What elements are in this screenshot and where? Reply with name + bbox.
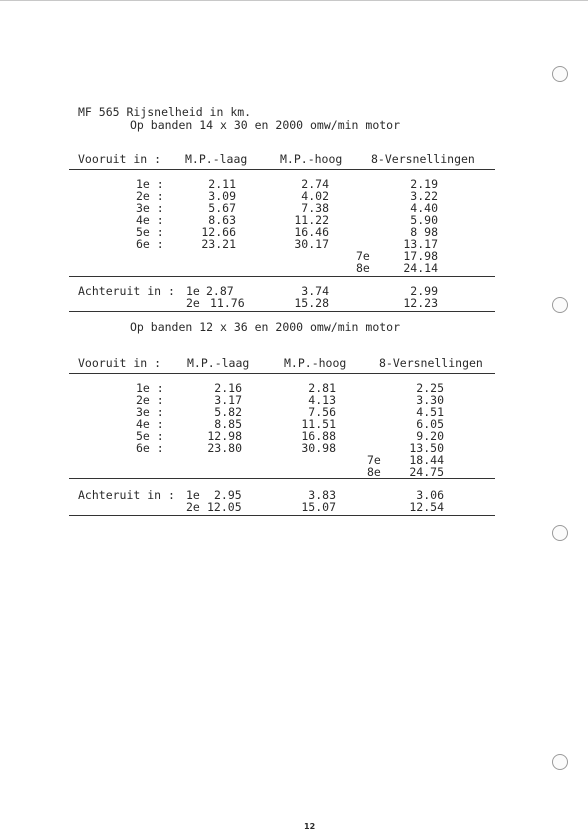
- table2-hoog-2: 4.13: [308, 393, 336, 407]
- table2-header-rule: [69, 373, 495, 374]
- table2-reverse-versn-1: 3.06: [416, 488, 444, 502]
- table1-versn-1: 2.19: [410, 177, 438, 191]
- table2-reverse-hoog-1: 3.83: [308, 488, 336, 502]
- table1-gear-6: 6e :: [136, 237, 164, 251]
- table2-mid-rule: [69, 478, 495, 479]
- table2-laag-3: 5.82: [214, 405, 242, 419]
- table1-hoog-1: 2.74: [301, 177, 329, 191]
- table2-hoog-5: 16.88: [301, 429, 336, 443]
- table1-laag-5: 12.66: [201, 225, 236, 239]
- table2-laag-4: 8.85: [214, 417, 242, 431]
- table1-gear-3: 3e :: [136, 201, 164, 215]
- table2-gear-5: 5e :: [136, 429, 164, 443]
- table2-gear-7: 7e: [367, 453, 381, 467]
- table2-versn-5: 9.20: [416, 429, 444, 443]
- table2-laag-1: 2.16: [214, 381, 242, 395]
- table1-reverse-gear-1: 1e: [186, 284, 200, 298]
- table1-reverse-gear-2: 2e: [186, 296, 200, 310]
- table1-reverse-hoog-2: 15.28: [294, 296, 329, 310]
- table1-versn-7: 17.98: [403, 249, 438, 263]
- table2-gear-1: 1e :: [136, 381, 164, 395]
- table2-reverse-gear-2: 2e: [186, 500, 200, 514]
- table1-reverse-versn-1: 2.99: [410, 284, 438, 298]
- table1-laag-4: 8.63: [208, 213, 236, 227]
- table1-hoog-4: 11.22: [294, 213, 329, 227]
- table2-hoog-1: 2.81: [308, 381, 336, 395]
- binder-hole-icon: [552, 297, 568, 313]
- table2-versn-4: 6.05: [416, 417, 444, 431]
- table2-gear-4: 4e :: [136, 417, 164, 431]
- table1-hoog-6: 30.17: [294, 237, 329, 251]
- table1-reverse-hoog-1: 3.74: [301, 284, 329, 298]
- table1-gear-2: 2e :: [136, 189, 164, 203]
- table2-laag-6: 23.80: [207, 441, 242, 455]
- table1-hoog-3: 7.38: [301, 201, 329, 215]
- document-title: MF 565 Rijsnelheid in km.: [78, 105, 252, 119]
- table2-reverse-versn-2: 12.54: [409, 500, 444, 514]
- table1-reverse-versn-2: 12.23: [403, 296, 438, 310]
- table1-bottom-rule: [69, 311, 495, 312]
- table2-gear-3: 3e :: [136, 405, 164, 419]
- table2-header-vooruit: Vooruit in :: [78, 356, 162, 370]
- table2-hoog-3: 7.56: [308, 405, 336, 419]
- table2-header-versnellingen: 8-Versnellingen: [379, 356, 483, 370]
- table1-laag-6: 23.21: [201, 237, 236, 251]
- table2-gear-8: 8e: [367, 465, 381, 479]
- table1-versn-3: 4.40: [410, 201, 438, 215]
- table1-versn-6: 13.17: [403, 237, 438, 251]
- table2-versn-1: 2.25: [416, 381, 444, 395]
- table1-versn-5: 8 98: [410, 225, 438, 239]
- section2-subtitle: Op banden 12 x 36 en 2000 omw/min motor: [130, 320, 401, 334]
- table1-reverse-laag-1: 2.87: [206, 284, 234, 298]
- table1-versn-2: 3.22: [410, 189, 438, 203]
- table1-reverse-laag-2: 11.76: [210, 296, 245, 310]
- table1-hoog-2: 4.02: [301, 189, 329, 203]
- table1-gear-8: 8e: [356, 261, 370, 275]
- table1-header-laag: M.P.-laag: [185, 152, 248, 166]
- table1-mid-rule: [69, 276, 495, 277]
- table2-reverse-laag-1: 2.95: [214, 488, 242, 502]
- table1-gear-4: 4e :: [136, 213, 164, 227]
- table1-header-versnellingen: 8-Versnellingen: [371, 152, 475, 166]
- table1-gear-7: 7e: [356, 249, 370, 263]
- table1-hoog-5: 16.46: [294, 225, 329, 239]
- table2-versn-7: 18.44: [409, 453, 444, 467]
- table1-header-hoog: M.P.-hoog: [280, 152, 343, 166]
- binder-hole-icon: [552, 754, 568, 770]
- table2-bottom-rule: [69, 515, 495, 516]
- page-edge: [0, 0, 588, 1]
- table2-reverse-gear-1: 1e: [186, 488, 200, 502]
- table2-reverse-laag-2: 12.05: [207, 500, 242, 514]
- table1-versn-8: 24.14: [403, 261, 438, 275]
- table2-gear-6: 6e :: [136, 441, 164, 455]
- binder-hole-icon: [552, 525, 568, 541]
- section1-subtitle: Op banden 14 x 30 en 2000 omw/min motor: [130, 118, 401, 132]
- table2-header-hoog: M.P.-hoog: [284, 356, 347, 370]
- table2-versn-3: 4.51: [416, 405, 444, 419]
- table2-gear-2: 2e :: [136, 393, 164, 407]
- table2-hoog-6: 30.98: [301, 441, 336, 455]
- table2-laag-2: 3.17: [214, 393, 242, 407]
- table2-hoog-4: 11.51: [301, 417, 336, 431]
- table1-laag-2: 3.09: [208, 189, 236, 203]
- table1-laag-3: 5.67: [208, 201, 236, 215]
- table2-versn-6: 13.50: [409, 441, 444, 455]
- table1-header-rule: [69, 169, 495, 170]
- table2-header-laag: M.P.-laag: [187, 356, 250, 370]
- page-number: 12: [304, 822, 316, 831]
- table1-reverse-label: Achteruit in :: [78, 284, 175, 298]
- table2-versn-2: 3.30: [416, 393, 444, 407]
- table1-gear-1: 1e :: [136, 177, 164, 191]
- table2-reverse-label: Achteruit in :: [78, 488, 175, 502]
- binder-hole-icon: [552, 66, 568, 82]
- table2-versn-8: 24.75: [409, 465, 444, 479]
- table1-versn-4: 5.90: [410, 213, 438, 227]
- table1-gear-5: 5e :: [136, 225, 164, 239]
- table1-header-vooruit: Vooruit in :: [78, 152, 162, 166]
- table1-laag-1: 2.11: [208, 177, 236, 191]
- table2-laag-5: 12.98: [207, 429, 242, 443]
- table2-reverse-hoog-2: 15.07: [301, 500, 336, 514]
